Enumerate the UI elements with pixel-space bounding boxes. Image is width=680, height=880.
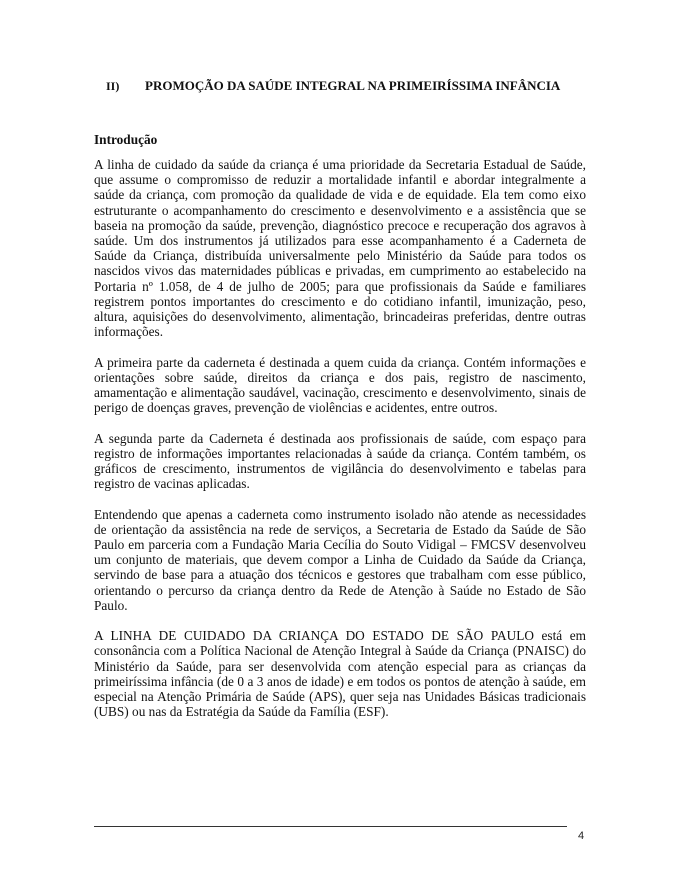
section-number: II) bbox=[106, 79, 120, 93]
paragraph: A linha de cuidado da saúde da criança é uma prioridade da Secretaria Estadual de Saúde, que assume o compromisso de reduzir a mortalidade infantil e abordar integralmente a saúde da criança, com promoção da qualidade de vida e de equidade. Ela tem como eixo estruturante o acompanhamento do crescimento e desenvolvimento e a assistência que se baseia na promoção da saúde, prevenção, diagnóstico precoce e recuperação dos agravos à saúde. Um dos instrumentos já utilizados para esse acompanhamento é a Caderneta de Saúde da Criança, distribuída universalmente pelo Ministério da Saúde para todos os nascidos vivos das maternidades públicas e privadas, em cumprimento ao estabelecido na Portaria nº 1.058, de 4 de julho de 2005; para que profissionais da Saúde e familiares registrem pontos importantes do crescimento e do cotidiano infantil, imunização, peso, altura, aquisições do desenvolvimento, alimentação, brincadeiras preferidas, dentre outras informações. bbox=[94, 157, 586, 340]
paragraph: A LINHA DE CUIDADO DA CRIANÇA DO ESTADO DE SÃO PAULO está em consonância com a Política Nacional de Atenção Integral à Saúde da Criança (PNAISC) do Ministério da Saúde, para ser desenvolvida com atenção especial para as crianças da primeiríssima infância (de 0 a 3 anos de idade) e em todos os pontos de atenção à saúde, em especial na Atenção Primária de Saúde (APS), quer seja nas Unidades Básicas tradicionais (UBS) ou nas da Estratégia da Saúde da Família (ESF). bbox=[94, 628, 586, 720]
paragraph: Entendendo que apenas a caderneta como instrumento isolado não atende as necessidades de orientação da assistência na rede de serviços, a Secretaria de Estado da Saúde de São Paulo em parceria com a Fundação Maria Cecília do Souto Vidigal – FMCSV desenvolveu um conjunto de materiais, que devem compor a Linha de Cuidado da Saúde da Criança, servindo de base para a atuação dos técnicos e gestores que trabalham com esse público, orientando o percurso da criança dentro da Rede de Atenção à Saúde no Estado de São Paulo. bbox=[94, 506, 586, 613]
section-title: PROMOÇÃO DA SAÚDE INTEGRAL NA PRIMEIRÍSSIMA INFÂNCIA bbox=[145, 78, 561, 93]
page-number: 4 bbox=[578, 830, 585, 842]
paragraph: A segunda parte da Caderneta é destinada aos profissionais de saúde, com espaço para registro de informações importantes relacionadas à saúde da criança. Contém também, os gráficos de crescimento, instrumentos de vigilância do desenvolvimento e tabelas para registro de vacinas aplicadas. bbox=[94, 430, 586, 492]
subsection-title: Introdução bbox=[94, 132, 158, 147]
paragraph: A primeira parte da caderneta é destinada a quem cuida da criança. Contém informações e orientações sobre saúde, direitos da criança e dos pais, registro de nascimento, amamentação e alimentação saudável, vacinação, crescimento e desenvolvimento, sinais de perigo de doenças graves, prevenção de violências e acidentes, entre outros. bbox=[94, 354, 586, 416]
footer-divider bbox=[94, 826, 567, 827]
body-text bbox=[94, 157, 586, 735]
section-heading bbox=[106, 78, 626, 94]
